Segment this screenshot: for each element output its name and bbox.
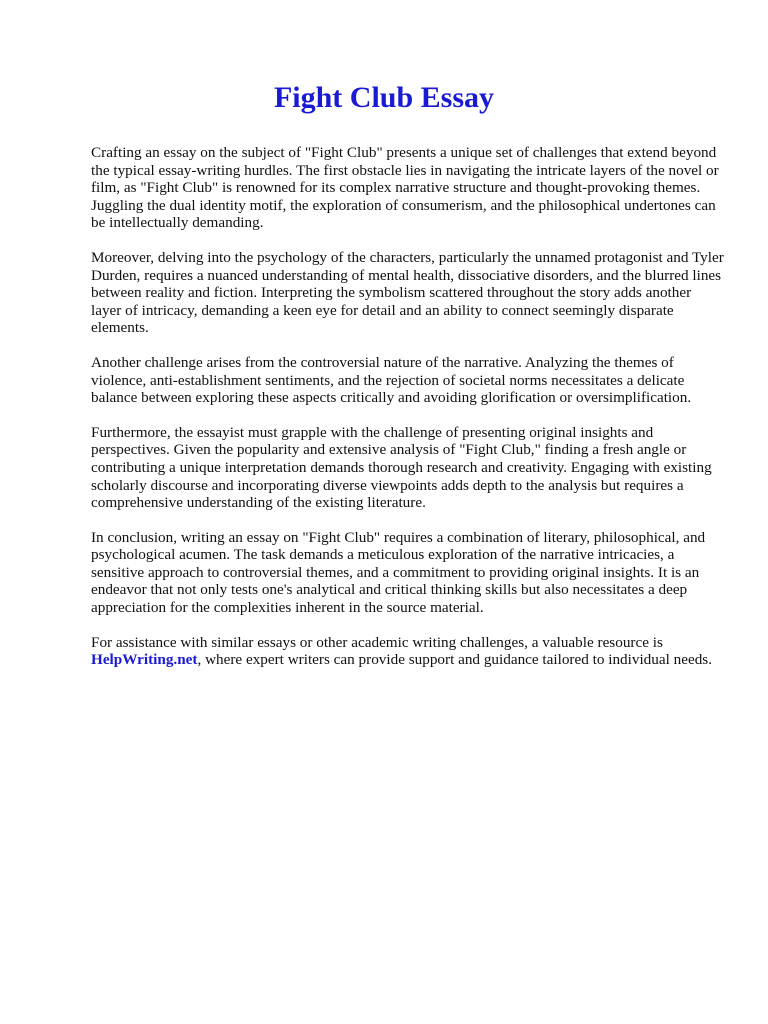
paragraph-3: Another challenge arises from the controversial nature of the narrative. Analyzing the themes of violence, anti-establishment sentiments, and the rejection of societal norms necessitates a delicate balance between exploring these aspects critically and avoiding glorification or oversimplification. (91, 353, 692, 407)
essay-body (91, 144, 725, 686)
paragraph-5: In conclusion, writing an essay on "Fight Club" requires a combination of literary, philosophical, and psychological acumen. The task demands a meticulous exploration of the narrative intricacies, a sensitive approach to controversial themes, and a commitment to providing original insights. It is an endeavor that not only tests one's analytical and critical thinking skills but also necessitates a deep appreciation for the complexities inherent in the source material. (91, 528, 706, 617)
page-title: Fight Club Essay (273, 81, 495, 114)
closing-paragraph (91, 634, 725, 669)
paragraph-1: Crafting an essay on the subject of "Fight Club" presents a unique set of challenges that extend beyond the typical essay-writing hurdles. The first obstacle lies in navigating the intricate layers of the novel or film, as "Fight Club" is renowned for its complex narrative structure and thought-provoking themes. Juggling the dual identity motif, the exploration of consumerism, and the philosophical undertones can be intellectually demanding. (91, 144, 719, 232)
paragraph-4: Furthermore, the essayist must grapple with the challenge of presenting original insights and perspectives. Given the popularity and extensive analysis of "Fight Club," finding a fresh angle or contributing a unique interpretation demands thorough research and creativity. Engaging with existing scholarly discourse and incorporating diverse viewpoints adds depth to the analysis but requires a comprehensive understanding of the existing literature. (91, 423, 712, 512)
paragraph-2: Moreover, delving into the psychology of the characters, particularly the unnamed protagonist and Tyler Durden, requires a nuanced understanding of mental health, dissociative disorders, and the blurred lines between reality and fiction. Interpreting the symbolism scattered throughout the story adds another layer of intricacy, demanding a keen eye for detail and an ability to connect seemingly disparate elements. (91, 248, 724, 337)
closing-text-before-link: For assistance with similar essays or other academic writing challenges, a valuable resource is (91, 633, 663, 651)
closing-text-after-link: , where expert writers can provide support and guidance tailored to individual needs. (197, 651, 712, 669)
helpwriting-link[interactable]: HelpWriting.net (91, 651, 198, 669)
